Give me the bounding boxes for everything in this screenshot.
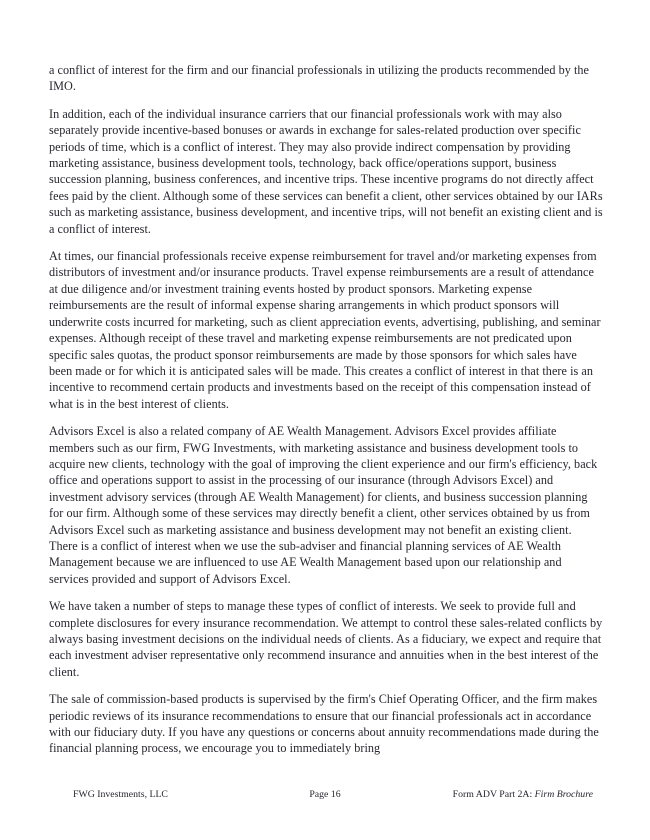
paragraph: a conflict of interest for the firm and our financial professionals in utilizing the products recommended by the IMO. [49,63,589,94]
paragraph: At times, our financial professionals receive expense reimbursement for travel and/or marketing expenses from distributors of investment and/or insurance products. Travel expense reimbursements are a result of attendance at due diligence and/or investment training events hosted by product sponsors. Marketing expense reimbursements are the result of informal expense sharing arrangements in which product sponsors will underwrite costs incurred for marketing, such as client appreciation events, advertising, publishing, and seminar expenses. Although receipt of these travel and marketing expense reimbursements are not predicated upon specific sales quotas, the product sponsor reimbursements are made by those sponsors for which sales have been made or for which it is anticipated sales will be made. This creates a conflict of interest in that there is an incentive to recommend certain products and investments based on the receipt of this compensation instead of what is in the best interest of clients. [49,249,601,411]
footer-document-title [453,789,593,800]
footer-page-number: Page 16 [309,789,341,800]
paragraph: In addition, each of the individual insurance carriers that our financial professionals work with may also separately provide incentive-based bonuses or awards in exchange for sales-related production over specific periods of time, which is a conflict of interest. They may also provide indirect compensation by providing marketing assistance, business development tools, technology, back office/operations support, business succession planning, business conferences, and incentive trips. These incentive programs do not directly affect fees paid by the client. Although some of these services can benefit a client, other services obtained by our IARs such as marketing assistance, business development, and incentive trips, will not benefit an existing client and is a conflict of interest. [49,106,603,236]
footer-doc-type: Form ADV Part 2A: [452,789,535,800]
footer-company-name: FWG Investments, LLC [73,789,168,800]
body-text [49,62,603,768]
paragraph: Advisors Excel is also a related company of AE Wealth Management. Advisors Excel provides affiliate members such as our firm, FWG Investments, with marketing assistance and business development tools to acquire new clients, technology with the goal of improving the client experience and our firm's efficiency, back office and operations support to assist in the processing of our insurance (through Advisors Excel) and investment advisory services (through AE Wealth Management) for clients, and business succession planning for our firm. Although some of these services may directly benefit a client, other services obtained by us from Advisors Excel such as marketing assistance and business development may not benefit an existing client. There is a conflict of interest when we use the sub-adviser and financial planning services of AE Wealth Management because we are influenced to use AE Wealth Management based upon our relationship and services provided and support of Advisors Excel. [49,424,598,586]
footer-doc-title-italic: Firm Brochure [534,789,593,800]
paragraph: The sale of commission-based products is supervised by the firm's Chief Operating Officer, and the firm makes periodic reviews of its insurance recommendations to ensure that our financial professionals act in accordance with our fiduciary duty. If you have any questions or concerns about annuity recommendations made during the financial planning process, we encourage you to immediately bring [49,692,599,756]
paragraph: We have taken a number of steps to manage these types of conflict of interests. We seek to provide full and complete disclosures for every insurance recommendation. We attempt to control these sales-related conflicts by always basing investment decisions on the individual needs of clients. As a fiduciary, we expect and require that each investment adviser representative only recommend insurance and annuities when in the best interest of the client. [49,599,603,679]
page-footer [0,789,650,803]
